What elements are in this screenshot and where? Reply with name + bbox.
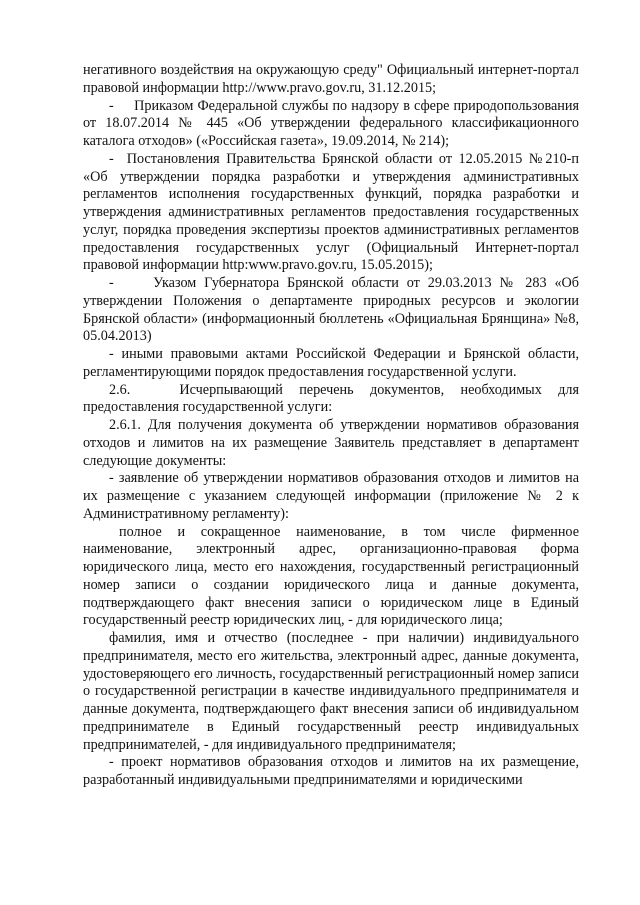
paragraph-resolution-210: - Постановления Правительства Брянской области от 12.05.2015 №210-п «Об утверждении порядка разработки и утверждения административных регламентов исполнения государственных функций, порядка разработки и утверждения административных регламентов предоставления государственных услуг, порядка проведения экспертизы проектов административных регламентов предоставления государственных услуг (Официальный Интернет-портал правовой информации http:www.pravo.gov.ru, 15.05.2015);: [83, 150, 579, 274]
paragraph-other-acts: - иными правовыми актами Российской Федерации и Брянской области, регламентирующими порядок предоставления государственной услуги.: [83, 346, 579, 380]
paragraph-section-2-6-1: 2.6.1. Для получения документа об утверждении нормативов образования отходов и лимитов на их размещение Заявитель представляет в департамент следующие документы:: [83, 417, 579, 469]
paragraph-legal-entity: полное и сокращенное наименование, в том числе фирменное наименование, электронный адрес, организационно-правовая форма юридического лица, место его нахождения, государственный регистрационный номер записи о создании юридического лица и данные документа, подтверждающего факт внесения записи о юридическом лице в Единый государственный реестр юридических лиц, - для юридического лица;: [83, 523, 579, 629]
paragraph-application: - заявление об утверждении нормативов образования отходов и лимитов на их размещение с указанием следующей информации (приложение № 2 к Административному регламенту):: [83, 470, 579, 522]
paragraph-order-445: - Приказом Федеральной службы по надзору в сфере природопользования от 18.07.2014 № 445 «Об утверждении федерального классификационного каталога отходов» («Российская газета», 19.09.2014, № 214);: [83, 97, 579, 149]
paragraph-section-2-6: 2.6. Исчерпывающий перечень документов, необходимых для предоставления государственной услуги:: [83, 381, 579, 416]
paragraph-decree-283: - Указом Губернатора Брянской области от 29.03.2013 № 283 «Об утверждении Положения о департаменте природных ресурсов и экологии Брянской области» (информационный бюллетень «Официальная Брянщина» №8, 05.04.2013): [83, 275, 579, 345]
document-body: [83, 62, 579, 790]
paragraph-draft-norms: - проект нормативов образования отходов и лимитов на их размещение, разработанный индивидуальными предпринимателями и юридическими: [83, 754, 579, 788]
paragraph-individual-entrepreneur: фамилия, имя и отчество (последнее - при наличии) индивидуального предпринимателя, место его жительства, электронный адрес, данные документа, удостоверяющего его личность, государственный регистрационный номер записи о государственной регистрации в качестве индивидуального предпринимателя и данные документа, подтверждающего факт внесения записи об индивидуальном предпринимателе в Единый государственный реестр индивидуальных предпринимателей, - для индивидуального предпринимателя;: [83, 630, 579, 753]
paragraph-intro-continuation: негативного воздействия на окружающую среду" Официальный интернет-портал правовой информации http://www.pravo.gov.ru, 31.12.2015;: [83, 62, 579, 96]
